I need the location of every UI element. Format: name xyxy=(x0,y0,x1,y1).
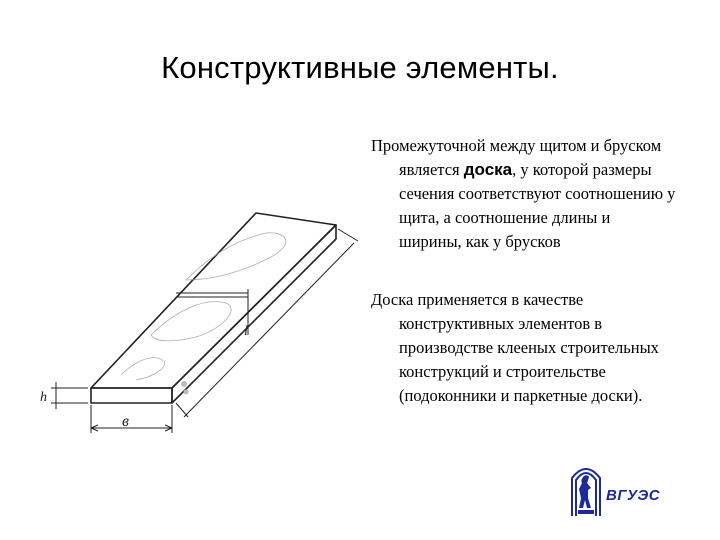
board-drawing xyxy=(36,185,364,440)
logo xyxy=(566,460,676,518)
board-front-face xyxy=(91,388,172,403)
board-side-face xyxy=(172,225,336,403)
paragraph-board-definition xyxy=(371,134,676,254)
paragraph-board-usage: Доска применяется в качестве конструктивных элементов в производстве клееных строительных конструкций и строительстве (подоконники и паркетные доски). xyxy=(371,290,659,405)
label-height: h xyxy=(40,390,47,405)
paragraph1-after: , у которой размеры сечения соответствуют соотношению у щита, а соотношение длины и ширины, как у брусков xyxy=(399,160,676,251)
label-width: в xyxy=(122,413,129,430)
text-block xyxy=(371,134,676,408)
logo-emblem-icon xyxy=(566,460,606,518)
paragraph1-emphasis: доска xyxy=(463,160,513,179)
logo-text: ВГУЭС xyxy=(606,487,661,504)
slide-title: Конструктивные элементы. xyxy=(161,50,559,85)
paragraph1-before: Промежуточной между щитом и бруском является xyxy=(371,136,662,179)
label-length: l xyxy=(244,324,248,339)
